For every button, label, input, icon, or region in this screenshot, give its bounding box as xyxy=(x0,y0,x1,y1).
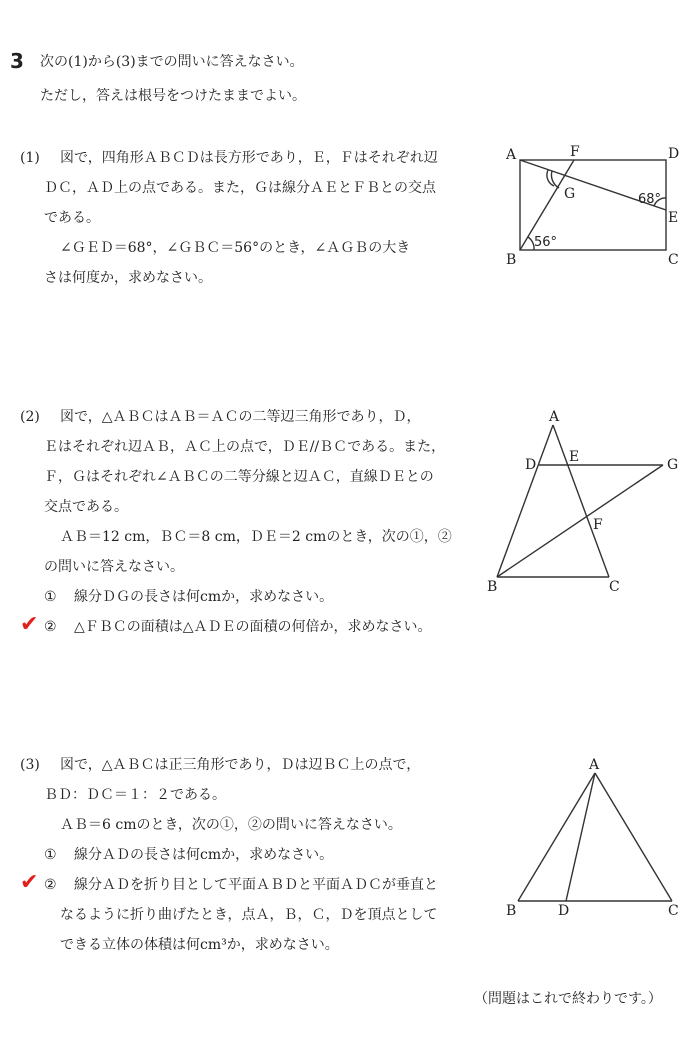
q2-label: (2) xyxy=(20,409,40,425)
q2-sub1-text: 線分ＤＧの長さは何cmか，求めなさい。 xyxy=(74,589,334,605)
angle-label-56: 56° xyxy=(534,235,558,250)
point-label-a: A xyxy=(549,409,560,425)
side-ab xyxy=(518,773,595,901)
q3-sub2-number: ② xyxy=(44,877,57,893)
point-label-c: C xyxy=(668,903,679,919)
q1-line: さは何度か，求めなさい。 xyxy=(44,270,212,286)
q1-line: 図で，四角形ＡＢＣＤは長方形であり，Ｅ，Ｆはそれぞれ辺 xyxy=(60,150,438,166)
q3-figure-triangle xyxy=(500,755,695,925)
q2-line: 図で，△ＡＢＣはＡＢ＝ＡＣの二等辺三角形であり，Ｄ， xyxy=(60,409,421,425)
q3-sub1-number: ① xyxy=(44,847,57,863)
q2-line: Ｆ，Ｇはそれぞれ∠ＡＢＣの二等分線と辺ＡＣ，直線ＤＥとの xyxy=(44,469,434,485)
q2-line: Ｅはそれぞれ辺ＡＢ，ＡＣ上の点で，ＤＥ//ＢＣである。また， xyxy=(44,439,446,455)
q1-label: (1) xyxy=(20,150,40,166)
q2-line: ＡＢ＝12 cm，ＢＣ＝8 cm，ＤＥ＝2 cmのとき，次の①，② xyxy=(60,529,452,545)
instruction-line-2: ただし，答えは根号をつけたままでよい。 xyxy=(40,88,306,104)
q1-line: ∠ＧＥＤ＝68°，∠ＧＢＣ＝56°のとき，∠ＡＧＢの大き xyxy=(60,240,411,256)
point-label-a: A xyxy=(589,757,600,773)
q2-figure-triangle xyxy=(485,405,695,595)
q2-sub1-number: ① xyxy=(44,589,57,605)
q2-line: の問いに答えなさい。 xyxy=(44,559,184,575)
point-label-b: B xyxy=(506,252,517,268)
point-label-f: F xyxy=(593,517,603,533)
point-label-d: D xyxy=(525,457,537,473)
point-label-e: E xyxy=(668,210,679,226)
q2-sub2-text: △ＦＢＣの面積は△ＡＤＥの面積の何倍か，求めなさい。 xyxy=(74,619,432,635)
q3-sub2-text: なるように折り曲げたとき，点Ａ，Ｂ，Ｃ，Ｄを頂点として xyxy=(60,907,438,923)
question-number: 3 xyxy=(10,49,24,73)
q2-line: 交点である。 xyxy=(44,499,128,515)
red-check-mark-icon: ✔ xyxy=(20,612,39,637)
point-label-e: E xyxy=(569,449,580,465)
end-of-questions-note: （問題はこれで終わりです。） xyxy=(474,991,662,1007)
q3-sub2-text: 線分ＡＤを折り目として平面ＡＢＤと平面ＡＤＣが垂直と xyxy=(74,877,438,893)
q3-line: 図で，△ＡＢＣは正三角形であり，Ｄは辺ＢＣ上の点で， xyxy=(60,757,421,773)
point-label-b: B xyxy=(487,579,498,595)
q3-line: ＡＢ＝6 cmのとき，次の①，②の問いに答えなさい。 xyxy=(60,817,402,833)
q3-label: (3) xyxy=(20,757,40,773)
angle-label-68: 68° xyxy=(638,192,662,207)
red-check-mark-icon: ✔ xyxy=(20,870,39,895)
point-label-d: D xyxy=(558,903,570,919)
q2-sub2-number: ② xyxy=(44,619,57,635)
q3-sub2-text: できる立体の体積は何cm³か，求めなさい。 xyxy=(60,937,339,953)
q1-figure-rectangle xyxy=(490,140,690,270)
point-label-g: G xyxy=(667,457,679,473)
point-label-c: C xyxy=(609,579,620,595)
segment-ad xyxy=(566,773,595,901)
side-ac xyxy=(595,773,672,901)
q1-line: である。 xyxy=(44,210,100,226)
instruction-line-1: 次の(1)から(3)までの問いに答えなさい。 xyxy=(40,54,304,70)
q3-sub1-text: 線分ＡＤの長さは何cmか，求めなさい。 xyxy=(74,847,334,863)
q3-line: ＢＤ：ＤＣ＝１：２である。 xyxy=(44,787,226,803)
point-label-g: G xyxy=(564,186,576,202)
point-label-c: C xyxy=(668,252,679,268)
point-label-d: D xyxy=(668,146,680,162)
point-label-f: F xyxy=(570,144,580,160)
bisector-bg xyxy=(497,465,663,577)
angle-arc-g xyxy=(547,170,554,186)
side-ab xyxy=(497,425,553,577)
point-label-a: A xyxy=(506,147,517,163)
q1-line: ＤＣ，ＡＤ上の点である。また，Ｇは線分ＡＥとＦＢとの交点 xyxy=(44,180,436,196)
point-label-b: B xyxy=(506,903,517,919)
side-ac xyxy=(553,425,609,577)
